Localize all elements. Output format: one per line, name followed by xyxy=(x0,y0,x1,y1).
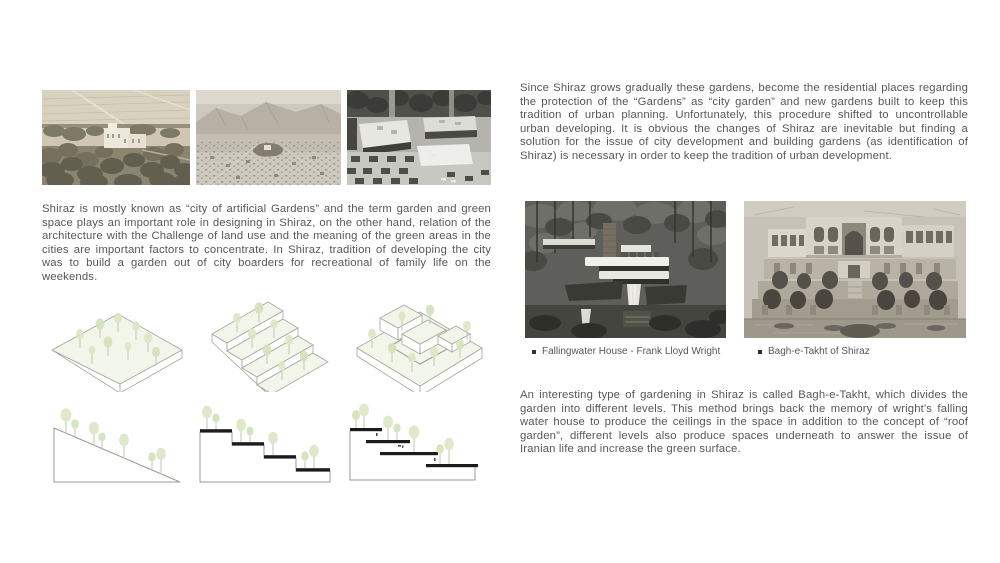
caption-fallingwater-label: Fallingwater House - Frank Lloyd Wright xyxy=(542,346,721,357)
slope-section-diagram xyxy=(42,392,192,484)
garden-diagram-grid xyxy=(42,300,494,484)
terraced-garden-axonometric-diagram xyxy=(192,300,342,392)
right-photo-row xyxy=(525,201,966,338)
bagh-e-takht-photo xyxy=(744,201,966,338)
left-photo-strip xyxy=(42,90,491,185)
caption-bagh-e-takht-label: Bagh-e-Takht of Shiraz xyxy=(768,346,870,357)
caption-fallingwater xyxy=(532,346,758,357)
terraced-section-diagram xyxy=(192,392,342,484)
terraced-roof-garden-axonometric-diagram xyxy=(342,300,494,392)
aerial-photo-shiraz-valley xyxy=(196,90,341,185)
right-top-paragraph: Since Shiraz grows gradually these gardens, become the residential places regarding the protection of the “Gardens” as “city garden” and new gardens built to keep this tradition of urban planning. Unfortunately, this procedure shifted to uncontrollable urban developing. It is obvious the changes of Shiraz are inevitable but finding a solution for the issue of city development and building gardens (as identification of Shiraz) is necessary in order to keep the tradition of urban development. xyxy=(520,82,968,162)
right-bottom-paragraph: An interesting type of gardening in Shiraz is called Bagh-e-Takht, which divides the garden into different levels. This method brings back the memory of wright's falling water house to produce the ceilings in the space in addition to the concept of “roof garden”, different levels also produce spaces underneath to answer the issue of Iranian life and increase the green surface. xyxy=(520,389,968,455)
photo-gap xyxy=(726,201,744,338)
caption-bagh-e-takht xyxy=(758,346,870,357)
cantilevered-slabs-section-diagram xyxy=(342,392,494,484)
fallingwater-house-photo xyxy=(525,201,726,338)
square-bullet-icon xyxy=(758,350,762,354)
square-bullet-icon xyxy=(532,350,536,354)
aerial-photo-modern-complex xyxy=(347,90,491,185)
left-paragraph: Shiraz is mostly known as “city of artificial Gardens” and the term garden and green space plays an important role in designing in Shiraz, on the other hand, relation of the architecture with the Challenge of land use and the meaning of the green areas in the cities are important factors to concentrate. In Shiraz, tradition of developing the city was to build a garden out of city boarders for recreational of family life on the weekends. xyxy=(42,203,491,283)
sloped-garden-axonometric-diagram xyxy=(42,300,192,392)
photo-captions xyxy=(532,346,968,357)
aerial-photo-garden-mansion xyxy=(42,90,190,185)
